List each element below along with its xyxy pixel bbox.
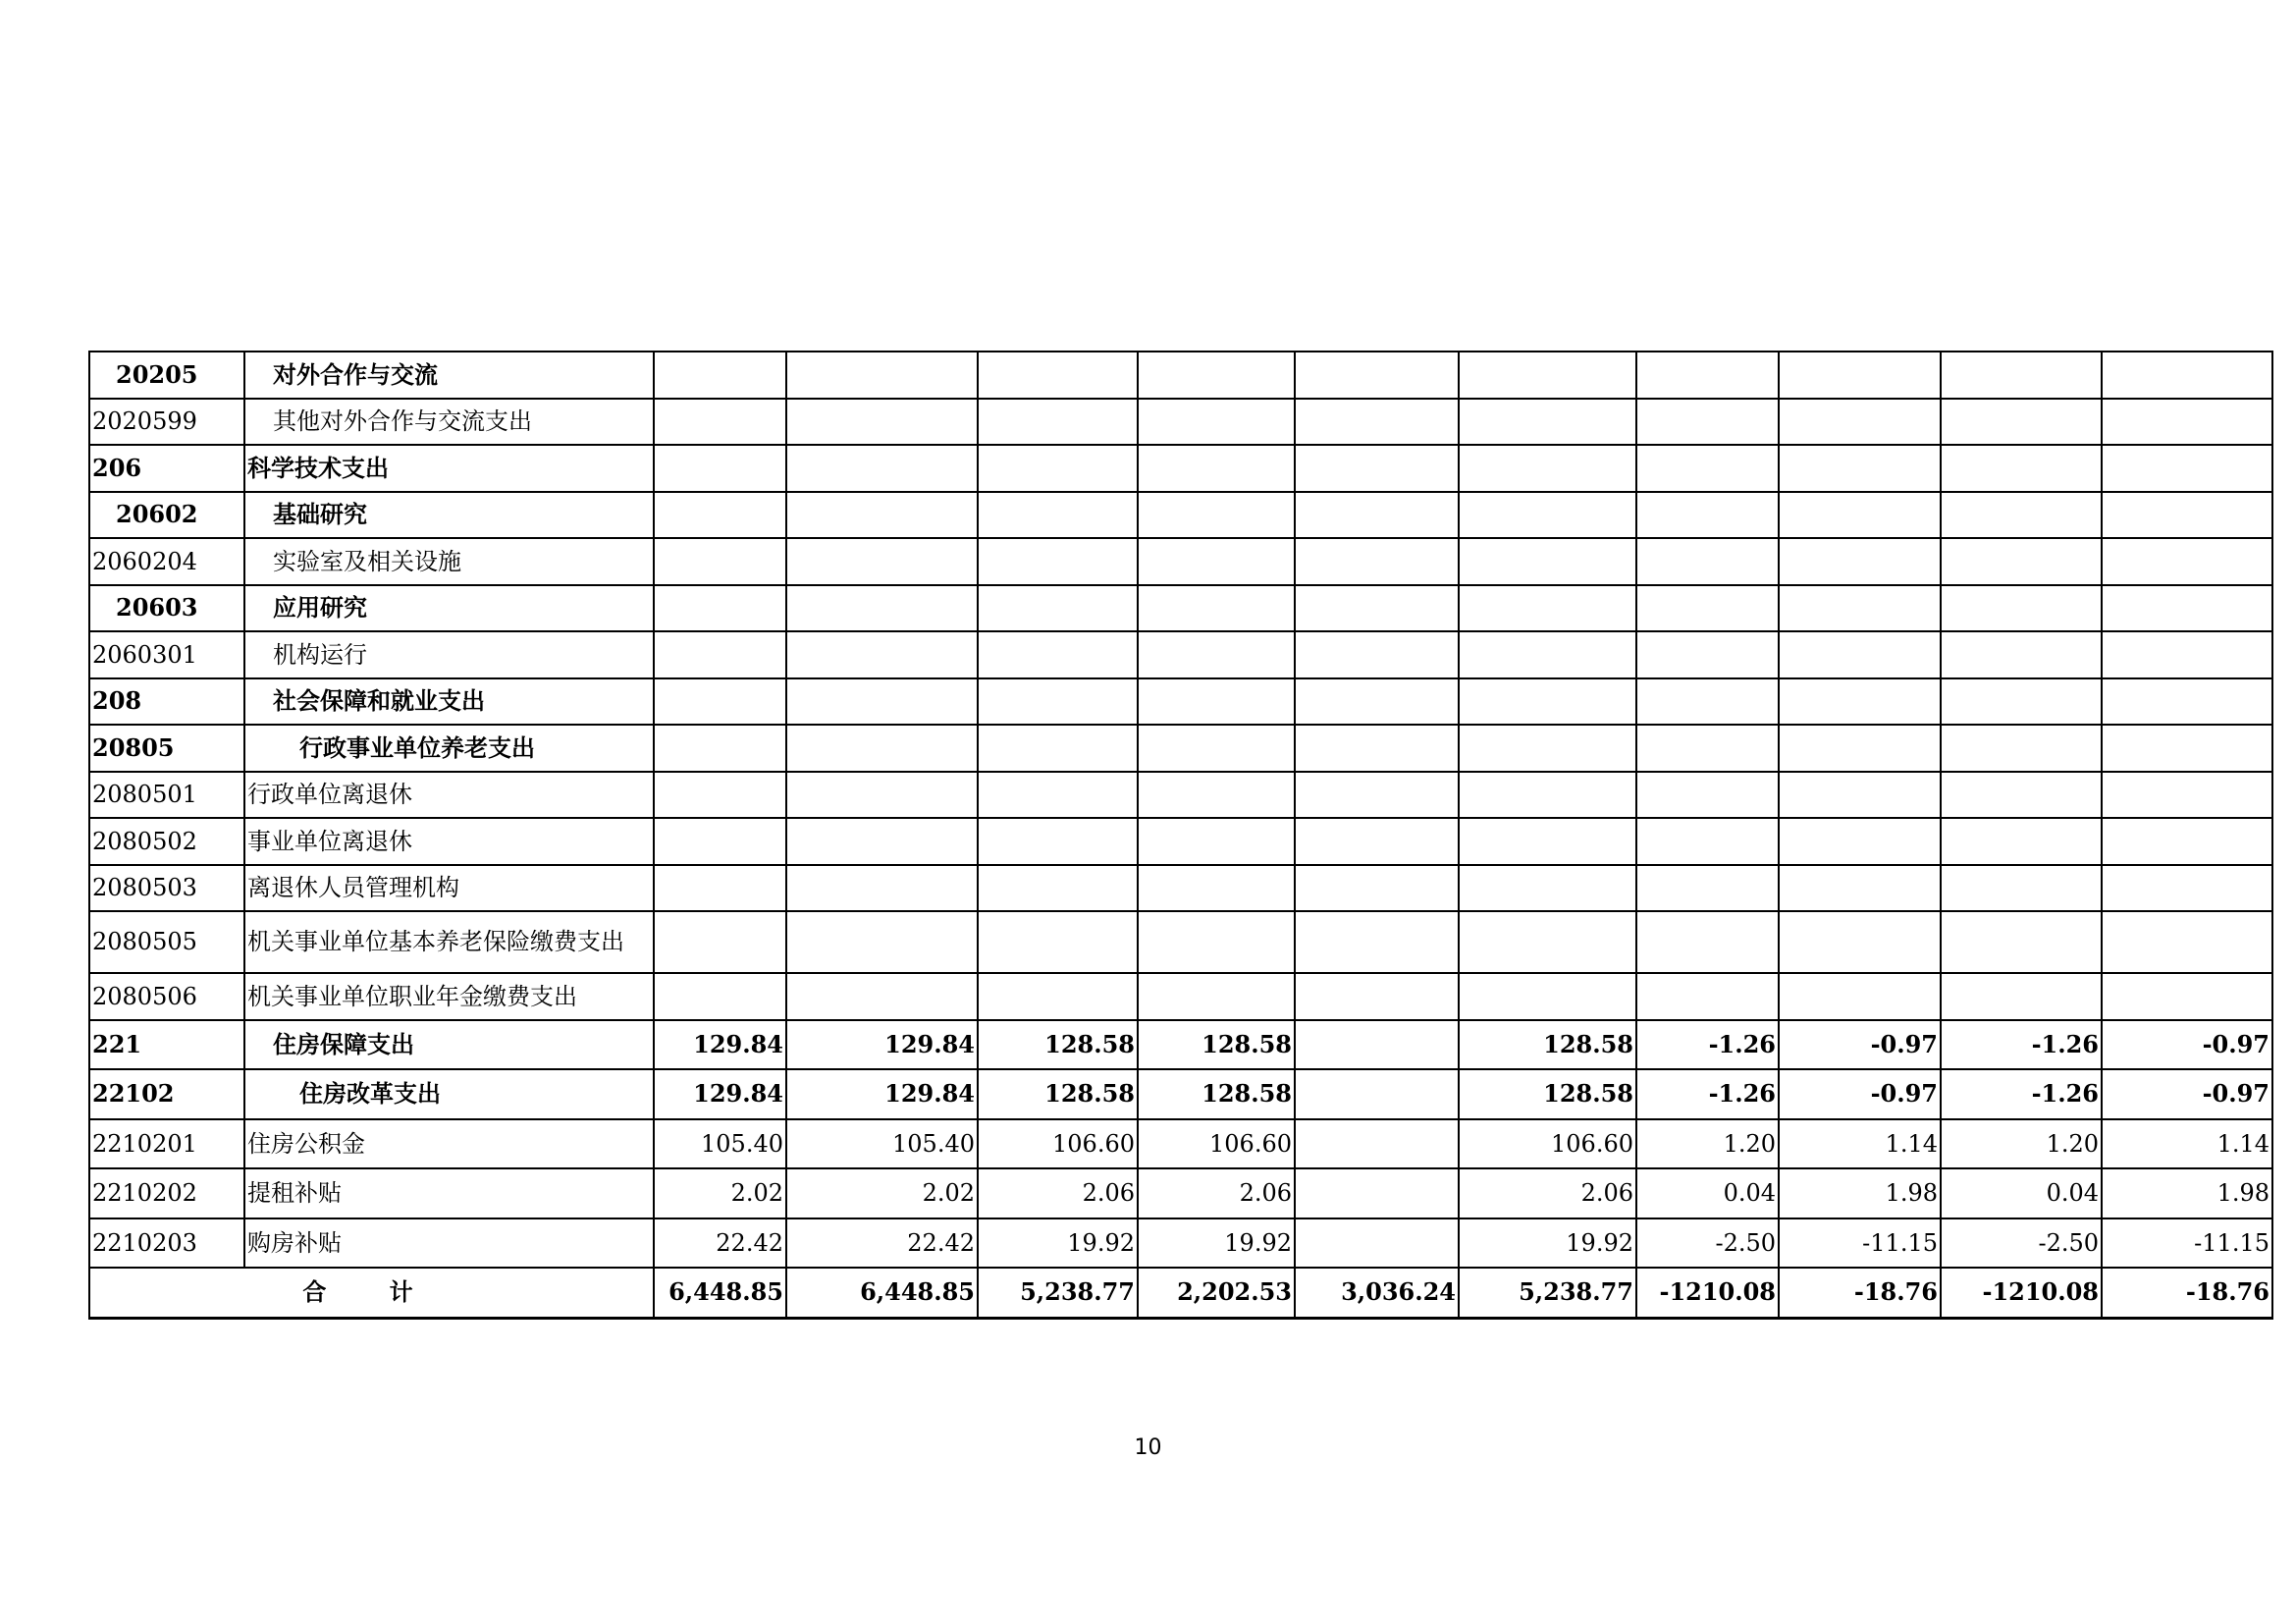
row-value: 1.20 (1636, 1119, 1779, 1169)
row-value (1295, 725, 1459, 772)
table-row (89, 1218, 2272, 1269)
table-row (89, 973, 2272, 1020)
row-value (978, 445, 1138, 492)
row-name: 实验室及相关设施 (244, 538, 654, 585)
table-row (89, 1119, 2272, 1169)
row-value (654, 399, 786, 446)
row-value: -0.97 (2102, 1069, 2272, 1119)
row-value (1459, 911, 1636, 973)
row-value (2102, 631, 2272, 678)
row-name: 其他对外合作与交流支出 (244, 399, 654, 446)
row-value (2102, 725, 2272, 772)
row-name: 对外合作与交流 (244, 352, 654, 399)
row-value (1295, 1069, 1459, 1119)
row-value (1779, 399, 1941, 446)
row-value (654, 445, 786, 492)
row-name: 机构运行 (244, 631, 654, 678)
row-value (1779, 352, 1941, 399)
total-value: -18.76 (1779, 1268, 1941, 1318)
row-value (1138, 865, 1295, 912)
row-value (1941, 865, 2102, 912)
row-value (2102, 445, 2272, 492)
row-value (1459, 865, 1636, 912)
row-value (654, 585, 786, 632)
row-value (1941, 399, 2102, 446)
row-code: 2210201 (89, 1119, 244, 1169)
row-value (1941, 492, 2102, 539)
row-value (1636, 538, 1779, 585)
row-code: 2060204 (89, 538, 244, 585)
row-value (654, 865, 786, 912)
row-value: 1.14 (2102, 1119, 2272, 1169)
row-code: 20805 (89, 725, 244, 772)
row-code: 2080506 (89, 973, 244, 1020)
row-value: 128.58 (1459, 1020, 1636, 1070)
table-row (89, 725, 2272, 772)
total-value: 6,448.85 (786, 1268, 978, 1318)
row-value: 129.84 (786, 1020, 978, 1070)
row-value: 2.06 (978, 1168, 1138, 1218)
row-value (1459, 772, 1636, 819)
row-value (1459, 678, 1636, 726)
row-value: -11.15 (2102, 1218, 2272, 1269)
row-value (2102, 911, 2272, 973)
row-value: 128.58 (978, 1069, 1138, 1119)
row-value (1779, 538, 1941, 585)
row-code: 2210202 (89, 1168, 244, 1218)
row-value (1941, 585, 2102, 632)
row-value (1295, 973, 1459, 1020)
total-value: 2,202.53 (1138, 1268, 1295, 1318)
row-code: 20205 (89, 352, 244, 399)
row-value (786, 818, 978, 865)
row-value: 106.60 (1459, 1119, 1636, 1169)
row-name: 住房保障支出 (244, 1020, 654, 1070)
table-row (89, 445, 2272, 492)
row-value (1138, 445, 1295, 492)
row-value (1138, 585, 1295, 632)
row-value (1779, 585, 1941, 632)
table-body (89, 352, 2272, 1318)
row-value: -11.15 (1779, 1218, 1941, 1269)
row-value (1636, 445, 1779, 492)
row-value (1636, 725, 1779, 772)
total-value: 3,036.24 (1295, 1268, 1459, 1318)
row-value: 105.40 (654, 1119, 786, 1169)
row-code: 2080502 (89, 818, 244, 865)
row-value (1295, 492, 1459, 539)
row-value (1295, 445, 1459, 492)
row-value (786, 585, 978, 632)
row-value (1636, 678, 1779, 726)
row-name: 机关事业单位基本养老保险缴费支出 (244, 911, 654, 973)
row-code: 2080505 (89, 911, 244, 973)
row-value (1779, 818, 1941, 865)
row-value (1138, 818, 1295, 865)
row-value (1941, 911, 2102, 973)
row-value (1636, 818, 1779, 865)
row-value: 1.98 (1779, 1168, 1941, 1218)
row-value: 129.84 (654, 1020, 786, 1070)
table-row (89, 911, 2272, 973)
row-value (1295, 678, 1459, 726)
row-value: -2.50 (1636, 1218, 1779, 1269)
row-value: -0.97 (1779, 1020, 1941, 1070)
row-value (654, 818, 786, 865)
row-value: 2.02 (786, 1168, 978, 1218)
row-value (1941, 973, 2102, 1020)
table-row (89, 772, 2272, 819)
row-value (654, 678, 786, 726)
row-value (654, 911, 786, 973)
row-value: -0.97 (2102, 1020, 2272, 1070)
row-name: 行政事业单位养老支出 (244, 725, 654, 772)
row-name: 行政单位离退休 (244, 772, 654, 819)
row-value (1636, 865, 1779, 912)
row-value (1779, 973, 1941, 1020)
row-value (786, 492, 978, 539)
row-value: 22.42 (654, 1218, 786, 1269)
row-value (1138, 973, 1295, 1020)
row-name: 科学技术支出 (244, 445, 654, 492)
row-code: 2060301 (89, 631, 244, 678)
row-value: 1.14 (1779, 1119, 1941, 1169)
total-value: -1210.08 (1636, 1268, 1779, 1318)
row-value (786, 631, 978, 678)
row-value (654, 538, 786, 585)
row-value (654, 631, 786, 678)
row-value (1779, 492, 1941, 539)
row-value: 1.20 (1941, 1119, 2102, 1169)
total-value: -18.76 (2102, 1268, 2272, 1318)
row-value (1295, 1218, 1459, 1269)
row-value (1779, 445, 1941, 492)
row-value (1295, 1020, 1459, 1070)
row-value: 128.58 (1138, 1020, 1295, 1070)
table-row (89, 399, 2272, 446)
row-value (1459, 725, 1636, 772)
row-name: 社会保障和就业支出 (244, 678, 654, 726)
row-value (1941, 725, 2102, 772)
row-code: 206 (89, 445, 244, 492)
row-value (978, 678, 1138, 726)
row-value (1459, 492, 1636, 539)
row-value (2102, 492, 2272, 539)
row-value (1636, 911, 1779, 973)
row-value: -1.26 (1636, 1020, 1779, 1070)
total-value: 6,448.85 (654, 1268, 786, 1318)
row-value (1459, 585, 1636, 632)
row-value (978, 585, 1138, 632)
row-value (1779, 772, 1941, 819)
row-value (1138, 492, 1295, 539)
row-value (1636, 772, 1779, 819)
row-value (978, 772, 1138, 819)
row-value (2102, 678, 2272, 726)
row-value (654, 973, 786, 1020)
row-value (1295, 399, 1459, 446)
row-value (1459, 352, 1636, 399)
row-value: -1.26 (1636, 1069, 1779, 1119)
row-value (1138, 538, 1295, 585)
row-value (1138, 772, 1295, 819)
row-value: 22.42 (786, 1218, 978, 1269)
row-value (786, 865, 978, 912)
row-value (1295, 865, 1459, 912)
row-value: 106.60 (978, 1119, 1138, 1169)
row-value: 106.60 (1138, 1119, 1295, 1169)
row-value: -1.26 (1941, 1020, 2102, 1070)
total-label: 合 计 (89, 1268, 654, 1318)
row-value (1941, 818, 2102, 865)
row-value: 128.58 (1459, 1069, 1636, 1119)
row-value (786, 445, 978, 492)
row-value (1941, 772, 2102, 819)
row-value: 1.98 (2102, 1168, 2272, 1218)
row-value (786, 725, 978, 772)
table-row (89, 352, 2272, 399)
total-value: 5,238.77 (978, 1268, 1138, 1318)
row-code: 2080503 (89, 865, 244, 912)
row-value (1459, 818, 1636, 865)
total-row (89, 1268, 2272, 1318)
row-value (1459, 538, 1636, 585)
row-value: 0.04 (1941, 1168, 2102, 1218)
row-value (1295, 1168, 1459, 1218)
row-value: 2.06 (1459, 1168, 1636, 1218)
table-row (89, 818, 2272, 865)
row-value (1295, 352, 1459, 399)
row-value (978, 492, 1138, 539)
row-value (2102, 973, 2272, 1020)
row-code: 2020599 (89, 399, 244, 446)
row-value (2102, 538, 2272, 585)
page-number: 10 (1134, 1435, 1162, 1460)
row-value (1636, 973, 1779, 1020)
row-value (1138, 631, 1295, 678)
row-value (1779, 911, 1941, 973)
row-value (978, 538, 1138, 585)
row-value (654, 492, 786, 539)
row-value (978, 399, 1138, 446)
row-value (978, 818, 1138, 865)
row-value (1941, 538, 2102, 585)
row-value (1138, 352, 1295, 399)
row-value: 129.84 (786, 1069, 978, 1119)
row-value: 19.92 (978, 1218, 1138, 1269)
row-value (1295, 585, 1459, 632)
row-value (1138, 678, 1295, 726)
row-value (1295, 772, 1459, 819)
row-value (978, 865, 1138, 912)
row-value (786, 538, 978, 585)
row-name: 离退休人员管理机构 (244, 865, 654, 912)
row-value (1636, 492, 1779, 539)
row-value (786, 911, 978, 973)
table-row (89, 865, 2272, 912)
table-row (89, 1168, 2272, 1218)
row-code: 221 (89, 1020, 244, 1070)
row-code: 20602 (89, 492, 244, 539)
row-value (786, 772, 978, 819)
row-value (786, 973, 978, 1020)
table-row (89, 678, 2272, 726)
row-value: 2.02 (654, 1168, 786, 1218)
row-value (654, 352, 786, 399)
row-value (978, 725, 1138, 772)
row-value (654, 725, 786, 772)
row-value (1295, 631, 1459, 678)
budget-table (88, 351, 2273, 1320)
row-value: 129.84 (654, 1069, 786, 1119)
row-value: -1.26 (1941, 1069, 2102, 1119)
row-value (1295, 818, 1459, 865)
row-name: 应用研究 (244, 585, 654, 632)
table-row (89, 585, 2272, 632)
row-value (1636, 352, 1779, 399)
table-row (89, 1020, 2272, 1070)
row-name: 机关事业单位职业年金缴费支出 (244, 973, 654, 1020)
row-value (1779, 865, 1941, 912)
row-value (1459, 973, 1636, 1020)
row-code: 2080501 (89, 772, 244, 819)
row-value: -0.97 (1779, 1069, 1941, 1119)
row-value (786, 352, 978, 399)
row-value: 2.06 (1138, 1168, 1295, 1218)
row-value (2102, 865, 2272, 912)
row-value (1138, 399, 1295, 446)
row-value (1295, 538, 1459, 585)
row-value (654, 772, 786, 819)
row-value (1295, 911, 1459, 973)
row-value (2102, 352, 2272, 399)
row-code: 2210203 (89, 1218, 244, 1269)
row-value (1941, 445, 2102, 492)
row-value: 128.58 (1138, 1069, 1295, 1119)
row-value (786, 678, 978, 726)
row-name: 住房改革支出 (244, 1069, 654, 1119)
total-value: 5,238.77 (1459, 1268, 1636, 1318)
row-value (1138, 725, 1295, 772)
row-value (978, 352, 1138, 399)
row-value (1138, 911, 1295, 973)
row-value: -2.50 (1941, 1218, 2102, 1269)
row-value (1941, 678, 2102, 726)
row-name: 提租补贴 (244, 1168, 654, 1218)
row-value (1459, 631, 1636, 678)
row-value (786, 399, 978, 446)
row-value: 128.58 (978, 1020, 1138, 1070)
row-code: 208 (89, 678, 244, 726)
row-name: 住房公积金 (244, 1119, 654, 1169)
row-value (1779, 631, 1941, 678)
row-value (1459, 445, 1636, 492)
row-value (2102, 818, 2272, 865)
row-value: 19.92 (1459, 1218, 1636, 1269)
row-value: 19.92 (1138, 1218, 1295, 1269)
row-value: 105.40 (786, 1119, 978, 1169)
row-name: 购房补贴 (244, 1218, 654, 1269)
row-value (2102, 585, 2272, 632)
row-name: 基础研究 (244, 492, 654, 539)
row-value (978, 911, 1138, 973)
table-row (89, 538, 2272, 585)
row-value (1941, 352, 2102, 399)
total-value: -1210.08 (1941, 1268, 2102, 1318)
row-value (2102, 772, 2272, 819)
table-row (89, 492, 2272, 539)
row-value (2102, 399, 2272, 446)
row-value: 0.04 (1636, 1168, 1779, 1218)
row-value (1636, 585, 1779, 632)
row-value (978, 631, 1138, 678)
table-row (89, 631, 2272, 678)
row-value (978, 973, 1138, 1020)
row-value (1636, 399, 1779, 446)
row-value (1636, 631, 1779, 678)
row-code: 20603 (89, 585, 244, 632)
row-code: 22102 (89, 1069, 244, 1119)
row-value (1779, 725, 1941, 772)
table-row (89, 1069, 2272, 1119)
row-value (1779, 678, 1941, 726)
row-name: 事业单位离退休 (244, 818, 654, 865)
row-value (1941, 631, 2102, 678)
row-value (1295, 1119, 1459, 1169)
row-value (1459, 399, 1636, 446)
